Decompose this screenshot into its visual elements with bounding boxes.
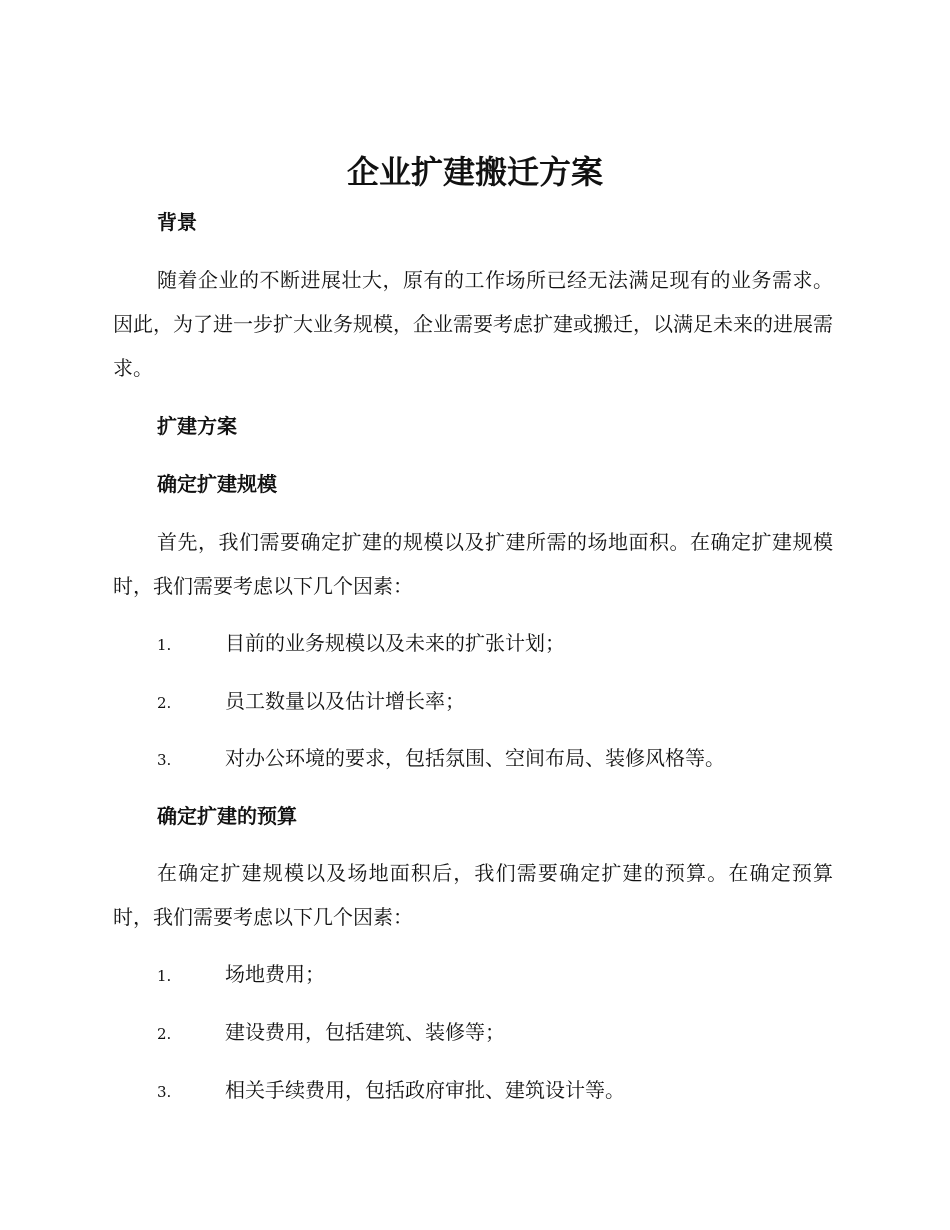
heading-expansion-plan: 扩建方案 <box>157 414 237 438</box>
list-text: 目前的业务规模以及未来的扩张计划； <box>225 631 565 655</box>
document-title: 企业扩建搬迁方案 <box>346 153 603 191</box>
list-number: 3. <box>157 751 172 769</box>
heading-scale: 确定扩建规模 <box>157 472 277 496</box>
paragraph-budget: 在确定扩建规模以及场地面积后，我们需要确定扩建的预算。在确定预算时，我们需要考虑以下几个因素： <box>113 861 833 929</box>
list-text: 对办公环境的要求，包括氛围、空间布局、装修风格等。 <box>225 746 725 770</box>
list-number: 3. <box>157 1083 172 1101</box>
list-text: 建设费用，包括建筑、装修等； <box>225 1020 505 1044</box>
list-item <box>157 686 837 718</box>
list-number: 1. <box>157 967 172 985</box>
paragraph-background: 随着企业的不断进展壮大，原有的工作场所已经无法满足现有的业务需求。因此，为了进一步扩大业务规模，企业需要考虑扩建或搬迁，以满足未来的进展需求。 <box>113 268 833 380</box>
list-text: 员工数量以及估计增长率； <box>225 689 465 713</box>
heading-background: 背景 <box>157 210 197 234</box>
list-item <box>157 1017 837 1049</box>
list-text: 场地费用； <box>225 962 325 986</box>
heading-budget: 确定扩建的预算 <box>157 804 297 828</box>
list-item <box>157 959 837 991</box>
list-number: 2. <box>157 694 172 712</box>
list-number: 1. <box>157 636 172 654</box>
list-item <box>157 628 837 660</box>
list-number: 2. <box>157 1025 172 1043</box>
list-text: 相关手续费用，包括政府审批、建筑设计等。 <box>225 1078 625 1102</box>
list-item <box>157 1075 837 1107</box>
list-item <box>157 743 837 775</box>
paragraph-scale: 首先，我们需要确定扩建的规模以及扩建所需的场地面积。在确定扩建规模时，我们需要考虑以下几个因素： <box>113 530 833 598</box>
